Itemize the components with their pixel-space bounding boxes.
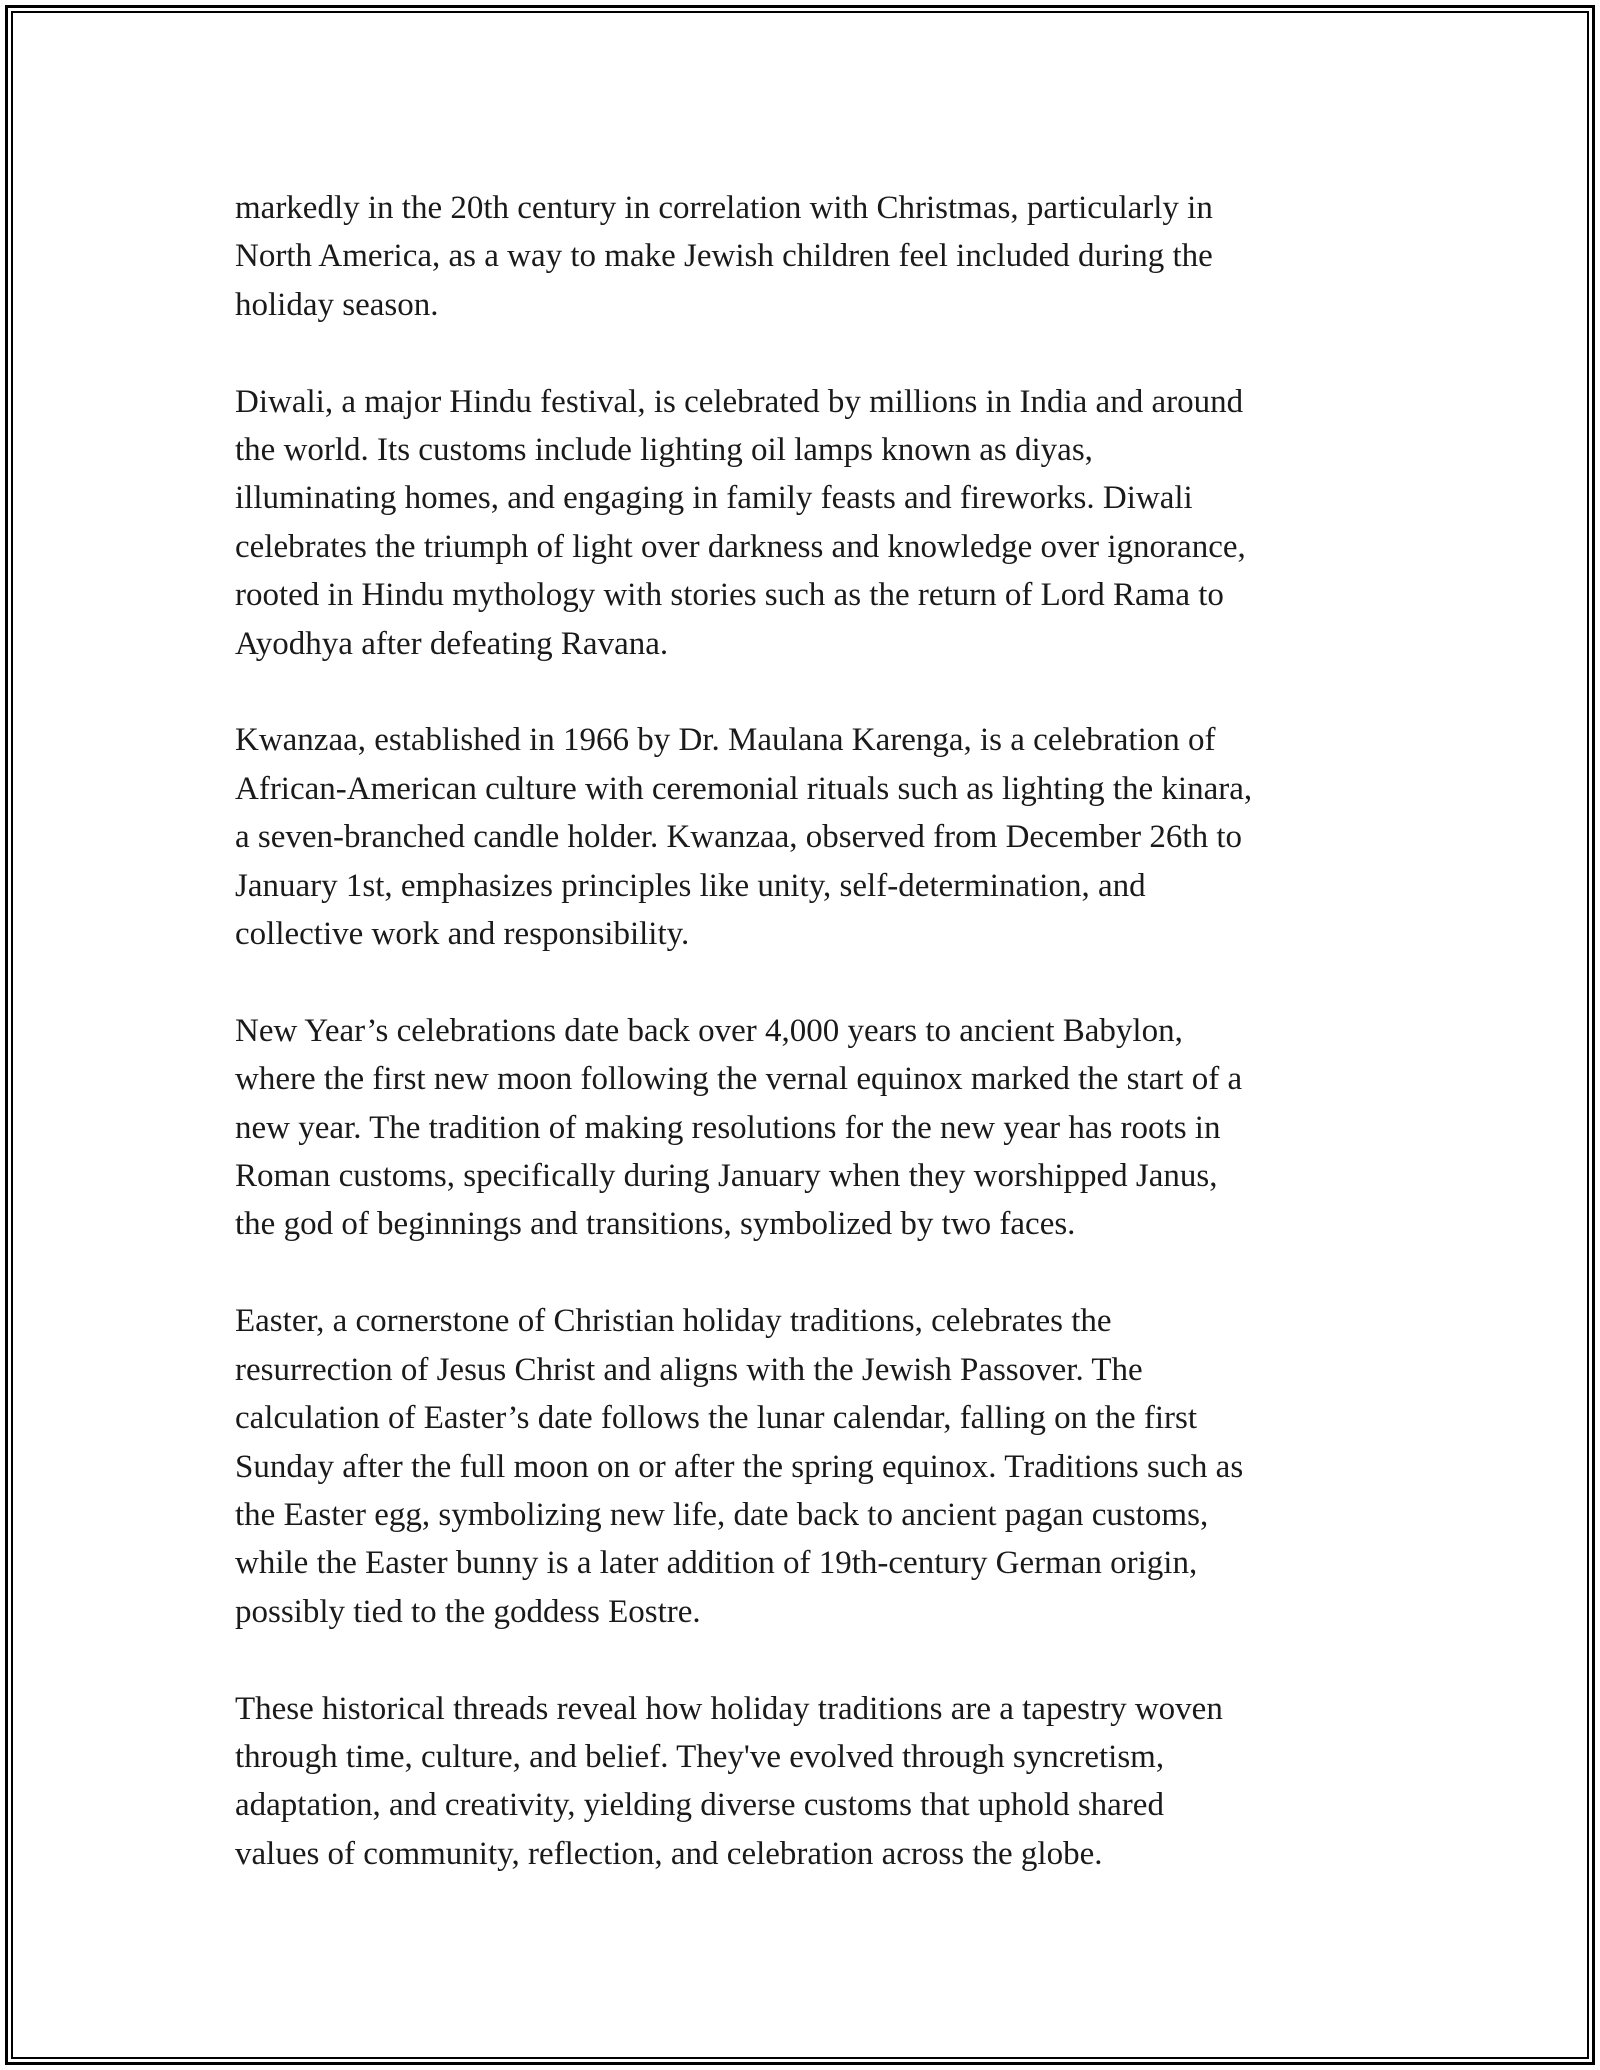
- text-line: holiday season.: [235, 286, 439, 323]
- paragraph-kwanzaa: [235, 716, 1395, 958]
- text-line: Sunday after the full moon on or after the spring equinox. Traditions such as: [235, 1448, 1244, 1485]
- text-line: calculation of Easter’s date follows the lunar calendar, falling on the first: [235, 1400, 1198, 1437]
- text-line: new year. The tradition of making resolutions for the new year has roots in: [235, 1109, 1221, 1146]
- text-line: These historical threads reveal how holiday traditions are a tapestry woven: [235, 1690, 1223, 1727]
- text-line: North America, as a way to make Jewish children feel included during the: [235, 238, 1213, 275]
- text-line: the god of beginnings and transitions, symbolized by two faces.: [235, 1206, 1076, 1243]
- text-line: New Year’s celebrations date back over 4,000 years to ancient Babylon,: [235, 1012, 1183, 1049]
- paragraph-conclusion: [235, 1685, 1395, 1879]
- document-body: [235, 184, 1395, 1927]
- paragraph-new-year: [235, 1007, 1395, 1249]
- text-line: resurrection of Jesus Christ and aligns with the Jewish Passover. The: [235, 1351, 1143, 1388]
- text-line: while the Easter bunny is a later addition of 19th-century German origin,: [235, 1545, 1198, 1582]
- text-line: where the first new moon following the vernal equinox marked the start of a: [235, 1061, 1243, 1098]
- text-line: Kwanzaa, established in 1966 by Dr. Maulana Karenga, is a celebration of: [235, 722, 1216, 759]
- text-line: January 1st, emphasizes principles like unity, self-determination, and: [235, 867, 1146, 904]
- text-line: markedly in the 20th century in correlation with Christmas, particularly in: [235, 190, 1213, 226]
- text-line: adaptation, and creativity, yielding diverse customs that uphold shared: [235, 1787, 1164, 1824]
- text-line: the world. Its customs include lighting oil lamps known as diyas,: [235, 432, 1093, 469]
- text-line: Roman customs, specifically during January when they worshipped Janus,: [235, 1158, 1218, 1195]
- text-line: collective work and responsibility.: [235, 916, 690, 953]
- text-line: Diwali, a major Hindu festival, is celebrated by millions in India and around: [235, 383, 1244, 420]
- text-line: rooted in Hindu mythology with stories such as the return of Lord Rama to: [235, 577, 1224, 614]
- text-line: values of community, reflection, and celebration across the globe.: [235, 1835, 1103, 1872]
- text-line: illuminating homes, and engaging in family feasts and fireworks. Diwali: [235, 480, 1193, 517]
- text-line: African-American culture with ceremonial rituals such as lighting the kinara,: [235, 770, 1253, 807]
- text-line: a seven-branched candle holder. Kwanzaa, observed from December 26th to: [235, 819, 1242, 856]
- text-line: the Easter egg, symbolizing new life, date back to ancient pagan customs,: [235, 1496, 1209, 1533]
- text-line: through time, culture, and belief. They've evolved through syncretism,: [235, 1738, 1165, 1775]
- text-line: possibly tied to the goddess Eostre.: [235, 1593, 701, 1630]
- paragraph-hanukkah-continuation: [235, 184, 1395, 329]
- text-line: Easter, a cornerstone of Christian holiday traditions, celebrates the: [235, 1303, 1112, 1340]
- text-line: celebrates the triumph of light over darkness and knowledge over ignorance,: [235, 528, 1246, 565]
- paragraph-diwali: [235, 378, 1395, 668]
- text-line: Ayodhya after defeating Ravana.: [235, 625, 669, 662]
- paragraph-easter: [235, 1297, 1395, 1636]
